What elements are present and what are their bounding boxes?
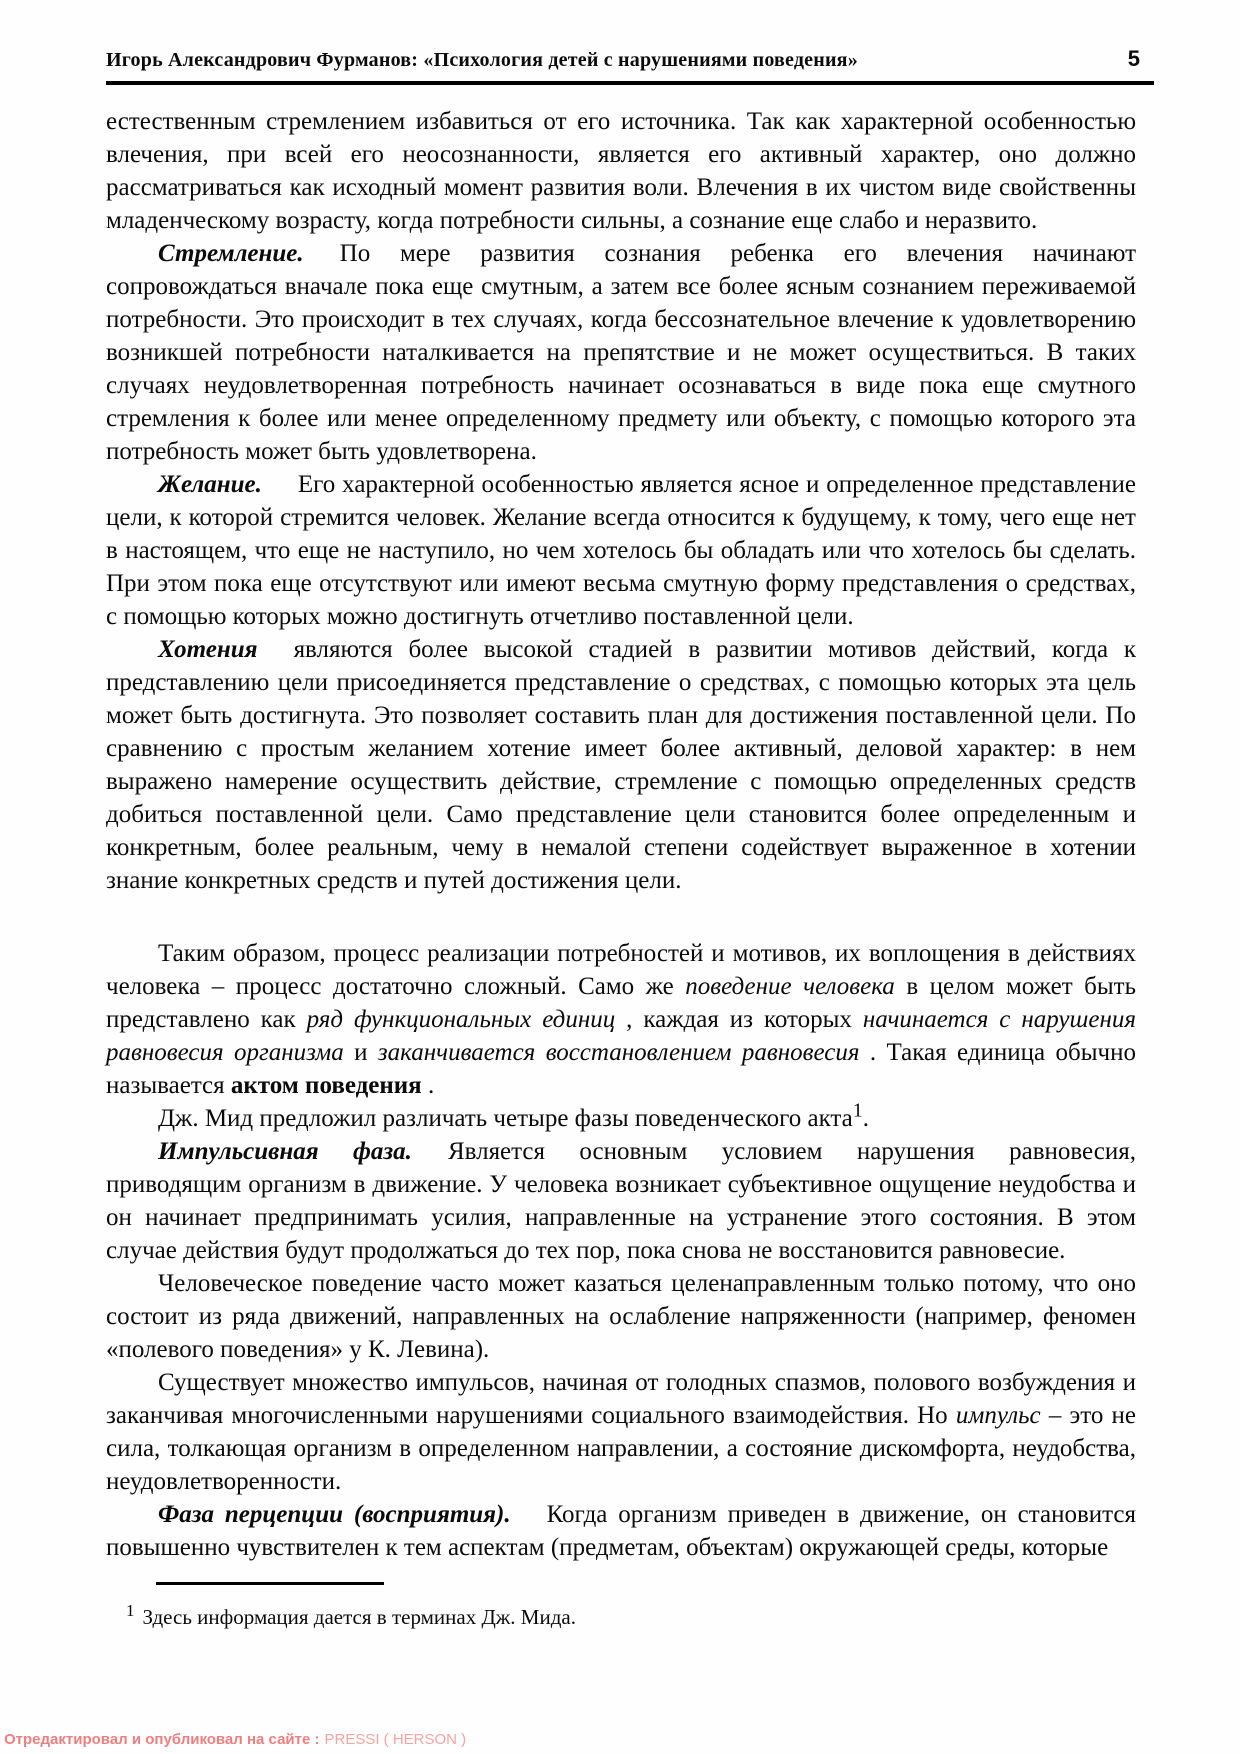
run-in-heading: Импульсивная фаза. [158, 1138, 412, 1165]
text-segment: заканчивается восстановлением равновесия [377, 1039, 860, 1066]
run-in-heading: Желание. [158, 471, 262, 498]
paragraph [106, 1366, 1136, 1498]
run-in-heading: Хотения [158, 636, 258, 663]
text-segment: . Такая единица обычно называется [106, 1039, 1136, 1099]
paragraph [106, 1498, 1136, 1564]
footnote [106, 1601, 1136, 1630]
text-segment: естественным стремлением избавиться от его источника. Так как характерной особенностью влечения, при всей его неосознанности, является его активный характер, оно должно рассматриваться как исходный момент развития воли. Влечения в их чистом виде свойственны младенческому возрасту, когда потребности сильны, а сознание еще слабо и неразвито. [106, 108, 1136, 234]
footnote-marker: 1 [126, 1601, 135, 1620]
text-segment: Дж. Мид предложил различать четыре фазы поведенческого акта [158, 1105, 853, 1132]
paragraph [106, 468, 1136, 633]
text-segment: Когда организм приведен в движение, он становится повышенно чувствителен к тем аспектам (предметам, объектам) окружающей среды, которые [106, 1501, 1136, 1561]
text-segment: Таким образом, процесс реализации потребностей и мотивов, их воплощения в действиях человека – процесс достаточно сложный. Само же [106, 940, 1136, 1000]
run-in-heading: Фаза перцепции (восприятия). [158, 1501, 511, 1528]
paragraph [106, 937, 1136, 1102]
paragraph [106, 1099, 1136, 1135]
text-segment: Существует множество импульсов, начиная от голодных спазмов, полового возбуждения и заканчивая многочисленными нарушениями социального взаимодействия. Но [106, 1369, 1136, 1429]
paragraph [106, 237, 1136, 468]
text-segment: . [421, 1072, 435, 1099]
text-segment: Его характерной особенностью является ясное и определенное представление цели, к которой стремится человек. Желание всегда относится к будущему, к тому, чего еще нет в настоящем, что еще не наступило, но чем хотелось бы обладать или что хотелось бы сделать. При этом пока еще отсутствуют или имеют весьма смутную форму представления о средствах, с помощью которых можно достигнуть отчетливо поставленной цели. [106, 471, 1136, 630]
text-segment: 1 [852, 1099, 863, 1122]
paragraph [106, 1135, 1136, 1267]
text-segment: ряд функциональных единиц [306, 1006, 616, 1033]
watermark-label: Отредактировал и опубликовал на сайте : [4, 1731, 320, 1748]
paragraph [106, 1267, 1136, 1366]
paragraph [106, 105, 1136, 237]
text-segment: – это не сила, толкающая организм в определенном направлении, а состояние дискомфорта, неудобства, неудовлетворенности. [106, 1402, 1136, 1495]
footnote-rule [156, 1582, 384, 1585]
text-segment: поведение человека [685, 973, 895, 1000]
text-segment: и [343, 1039, 378, 1066]
text-segment: Является основным условием нарушения равновесия, приводящим организм в движение. У человека возникает субъективное ощущение неудобства и он начинает предпринимать усилия, направленные на устранение этого состояния. В этом случае действия будут продолжаться до тех пор, пока снова не восстановится равновесие. [106, 1138, 1136, 1264]
header-rule [106, 81, 1154, 85]
run-in-heading: Стремление. [158, 240, 304, 267]
running-header-title: Игорь Александрович Фурманов: «Психология детей с нарушениями поведения» [106, 49, 858, 71]
document-body [0, 93, 1240, 1564]
text-segment: импульс [955, 1402, 1041, 1429]
watermark-site-name: PRESSI ( HERSON ) [324, 1731, 467, 1748]
text-segment: актом поведения [230, 1072, 422, 1099]
text-segment: . [862, 1105, 870, 1132]
footnote-area [106, 1582, 1136, 1630]
paragraph [106, 633, 1136, 897]
text-segment: начинается с нарушения равновесия организма [106, 1006, 1136, 1066]
text-segment: в целом может быть представлено как [106, 973, 1137, 1033]
text-segment: По мере развития сознания ребенка его влечения начинают сопровождаться вначале пока еще смутным, а затем все более ясным сознанием переживаемой потребности. Это происходит в тех случаях, когда бессознательное влечение к удовлетворению возникшей потребности наталкивается на препятствие и не может осуществиться. В таких случаях неудовлетворенная потребность начинает осознаваться в виде пока еще смутного стремления к более или менее определенному предмету или объекту, с помощью которого эта потребность может быть удовлетворена. [106, 240, 1136, 465]
watermark [4, 1731, 466, 1748]
footnote-text: Здесь информация дается в терминах Дж. Мида. [142, 1605, 576, 1629]
text-segment: , каждая из которых [615, 1006, 863, 1033]
text-segment: Человеческое поведение часто может казаться целенаправленным только потому, что оно состоит из ряда движений, направленных на ослабление напряженности (например, феномен «полевого поведения» у К. Левина). [106, 1270, 1136, 1363]
page-number: 5 [1127, 46, 1140, 71]
text-segment: являются более высокой стадией в развитии мотивов действий, когда к представлению цели присоединяется представление о средствах, с помощью которых эта цель может быть достигнута. Это позволяет составить план для достижения поставленной цели. По сравнению с простым желанием хотение имеет более активный, деловой характер: в нем выражено намерение осуществить действие, стремление с помощью определенных средств добиться поставленной цели. Само представление цели становится более определенным и конкретным, более реальным, чему в немалой степени содействует выраженное в хотении знание конкретных средств и путей достижения цели. [106, 636, 1136, 894]
page-header [0, 0, 1240, 85]
